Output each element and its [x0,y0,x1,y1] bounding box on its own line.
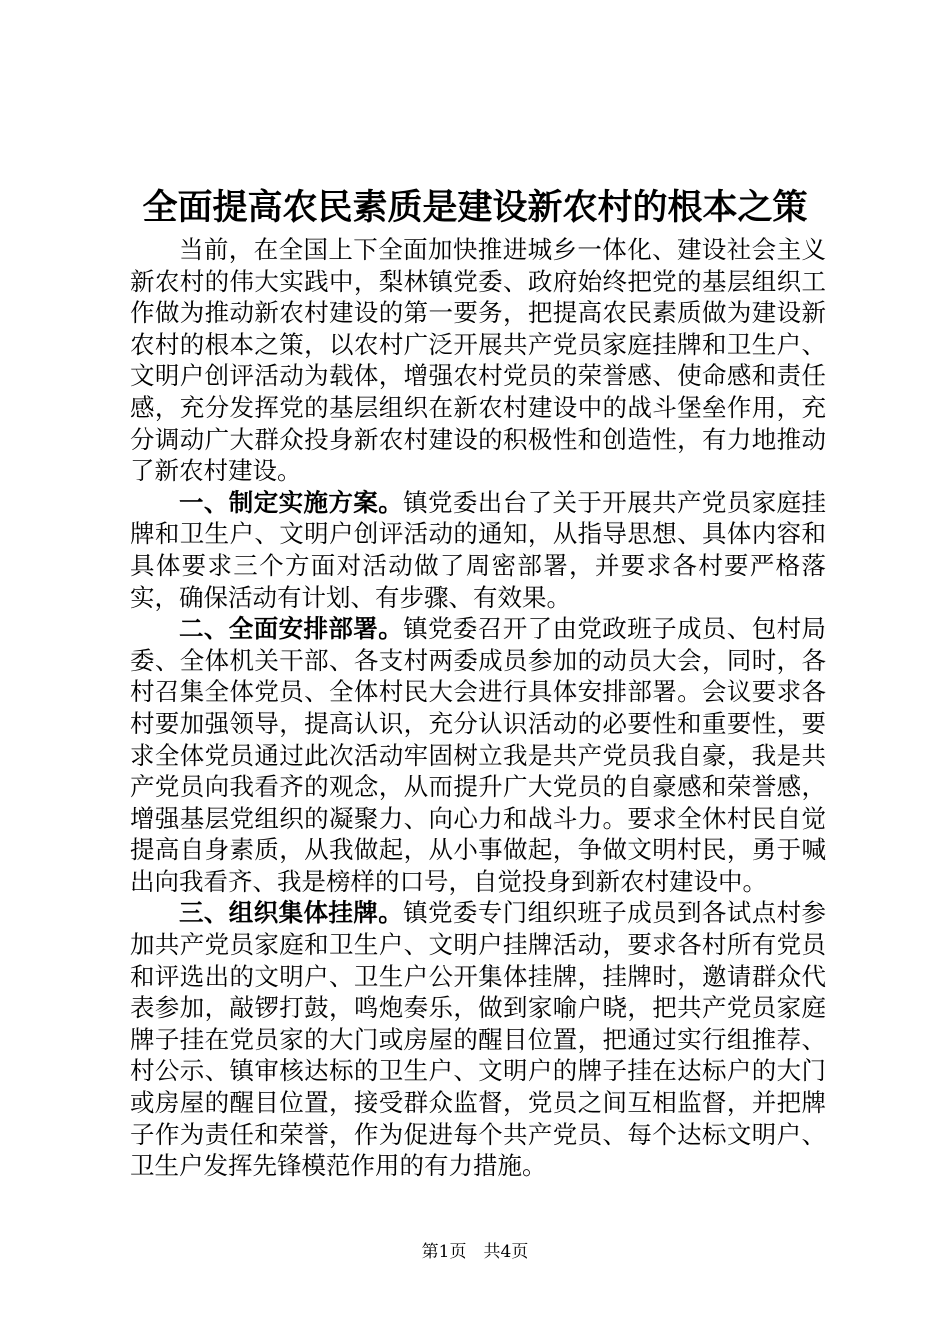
page-number: 第1页 [421,1242,467,1262]
section-heading-3: 三、组织集体挂牌。 [179,898,404,928]
section-body-1: 镇党委出台了关于开展共产党员家庭挂牌和卫生户、文明户创评活动的通知，从指导思想、具体内容和具体要求三个方面对活动做了周密部署，并要求各村要严格落实，确保活动有计划、有步骤、有效果。 [130,487,827,612]
section-heading-2: 二、全面安排部署。 [179,614,404,644]
page-total: 共4页 [483,1242,529,1262]
document-title: 全面提高农民素质是建设新农村的根本之策 [142,187,808,228]
section-paragraph-3 [130,897,826,1181]
intro-paragraph: 当前，在全国上下全面加快推进城乡一体化、建设社会主义新农村的伟大实践中，梨林镇党委、政府始终把党的基层组织工作做为推动新农村建设的第一要务，把提高农民素质做为建设新农村的根本之策，以农村广泛开展共产党员家庭挂牌和卫生户、文明户创评活动为载体，增强农村党员的荣誉感、使命感和责任感，充分发挥党的基层组织在新农村建设中的战斗堡垒作用，充分调动广大群众投身新农村建设的积极性和创造性，有力地推动了新农村建设。 [130,235,826,486]
section-heading-1: 一、制定实施方案。 [179,487,404,517]
section-paragraph-2 [130,613,826,897]
section-paragraph-1 [130,487,826,613]
section-body-3: 镇党委专门组织班子成员到各试点村参加共产党员家庭和卫生户、文明户挂牌活动，要求各村所有党员和评选出的文明户、卫生户公开集体挂牌，挂牌时，邀请群众代表参加，敲锣打鼓，鸣炮奏乐，做到家喻户晓，把共产党员家庭牌子挂在党员家的大门或房屋的醒目位置，把通过实行组推荐、村公示、镇审核达标的卫生户、文明户的牌子挂在达标户的大门或房屋的醒目位置，接受群众监督，党员之间互相监督，并把牌子作为责任和荣誉，作为促进每个共产党员、每个达标文明户、卫生户发挥先锋模范作用的有力措施。 [130,898,827,1181]
section-body-2: 镇党委召开了由党政班子成员、包村局委、全体机关干部、各支村两委成员参加的动员大会，同时，各村召集全体党员、全体村民大会进行具体安排部署。会议要求各村要加强领导，提高认识，充分认识活动的必要性和重要性，要求全体党员通过此次活动牢固树立我是共产党员我自豪，我是共产党员向我看齐的观念，从而提升广大党员的自豪感和荣誉感，增强基层党组织的凝聚力、向心力和战斗力。要求全休村民自觉提高自身素质，从我做起，从小事做起，争做文明村民，勇于喊出向我看齐、我是榜样的口号，自觉投身到新农村建设中。 [130,614,827,896]
page-footer [0,1240,950,1264]
document-body [130,234,826,1182]
